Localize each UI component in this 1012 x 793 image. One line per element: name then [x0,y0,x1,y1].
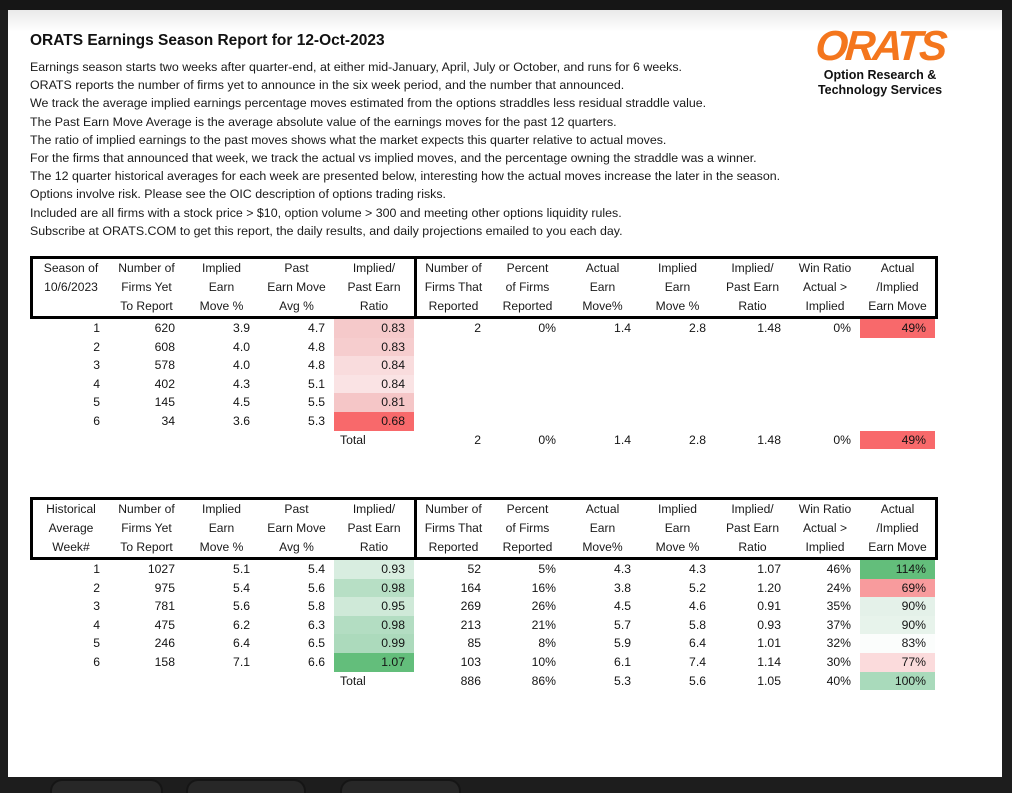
table-row [33,634,935,653]
table-row [33,338,935,357]
cell: 6.1 [614,654,631,669]
cell: 35% [826,599,851,614]
cell: 2 [474,321,481,335]
cell: Total [340,432,366,447]
cell: 7.1 [233,654,250,669]
cell: 5.6 [689,673,706,688]
cell: 46% [826,562,851,576]
cell: 4.3 [614,562,631,576]
cell [860,375,935,394]
cell: 8% [538,636,556,651]
column-header: Number of Firms That Reported [414,500,490,557]
cell [184,672,259,691]
cell: 6 [93,413,100,428]
cell: 90% [860,616,935,635]
cell: 1.05 [757,673,781,688]
cell: 620 [154,321,175,335]
cell: 4.3 [689,562,706,576]
column-header: Actual Earn Move% [582,261,623,313]
cell: 85 [467,636,481,651]
cell [640,393,715,412]
table-row [33,597,935,616]
table-row [33,653,935,672]
cell: 1 [93,562,100,576]
cell: 1.07 [757,562,781,576]
cell: 6 [93,654,100,669]
cell [565,338,640,357]
cell: 5.8 [689,617,706,632]
cell: 3 [93,358,100,373]
historical-table [30,497,938,690]
cell: 3.9 [233,321,250,335]
cell [640,375,715,394]
intro-line: We track the average implied earnings percentage moves estimated from the options straddles less residual straddle value. [30,96,707,111]
cell [565,375,640,394]
intro-line: The ratio of implied earnings to the past moves shows what the market expects this quarter relative to actual moves. [30,132,667,147]
cell: 6.4 [689,636,706,651]
column-header: Actual Earn Move% [582,502,623,554]
cell [790,375,860,394]
cell: 77% [860,653,935,672]
cell: 2.8 [689,432,706,447]
cell: 114% [860,560,935,579]
cell: 0% [833,321,851,335]
table-row [33,560,935,579]
column-header: Season of 10/6/2023 [43,261,99,294]
column-header: Number of Firms Yet To Report [118,502,175,554]
cell: 26% [531,599,556,614]
cell: 4 [93,376,100,391]
cell: 4.3 [233,376,250,391]
cell [860,356,935,375]
taskbar-button-shape [186,779,306,793]
column-header: Historical Average Week# [46,502,96,554]
cell [109,431,184,450]
cell: 4.8 [308,339,325,354]
column-header: Win Ratio Actual > Implied [798,502,852,554]
table-row [33,431,935,450]
page-title: ORATS Earnings Season Report for 12-Oct-2023 [30,32,385,49]
cell: 103 [460,654,481,669]
cell [715,412,790,431]
cell [860,412,935,431]
cell: 5.3 [308,413,325,428]
cell: 5.3 [614,673,631,688]
cell: 5.6 [233,599,250,614]
cell: 2.8 [689,321,706,335]
cell [33,431,109,450]
table-row [33,319,935,338]
cell: 0.95 [334,597,414,616]
cell [860,393,935,412]
cell: 4.7 [308,321,325,335]
season-table-header [30,256,938,319]
cell: 21% [531,617,556,632]
cell: 5.4 [308,562,325,576]
cell: 1.01 [757,636,781,651]
table-row [33,375,935,394]
cell: 86% [531,673,556,688]
cell: 69% [860,579,935,598]
cell: 1 [93,321,100,335]
cell [565,412,640,431]
column-header: Implied Earn Move % [199,261,244,313]
cell: 0.81 [334,393,414,412]
cell: 1027 [147,562,175,576]
intro-line: The Past Earn Move Average is the average absolute value of the earnings moves for the past 12 quarters. [30,114,617,129]
cell: 608 [154,339,175,354]
cell [259,672,334,691]
cell: 4.0 [233,339,250,354]
column-header: Percent of Firms Reported [502,261,553,313]
cell: 30% [826,654,851,669]
cell [715,393,790,412]
cell: 402 [154,376,175,391]
cell: 2 [93,580,100,595]
cell [490,338,565,357]
cell: 4.5 [233,395,250,410]
cell: 0.93 [757,617,781,632]
cell: 7.4 [689,654,706,669]
cell: 49% [860,319,935,338]
cell: 1.20 [757,580,781,595]
cell: 5.7 [614,617,631,632]
intro-line: Earnings season starts two weeks after quarter-end, at either mid-January, April, July or October, and runs for 6 weeks. [30,60,682,74]
cell: 49% [860,431,935,450]
table-row [33,356,935,375]
taskbar-button-shape [50,779,163,793]
table-row [33,412,935,431]
cell: 4.0 [233,358,250,373]
cell: 0.84 [334,375,414,394]
cell: 0.91 [757,599,781,614]
cell [790,412,860,431]
cell: 2 [474,432,481,447]
column-header: Number of Firms Yet To Report [118,261,175,313]
intro-line: For the firms that announced that week, we track the actual vs implied moves, and the percentage owning the straddle was a winner. [30,151,757,166]
column-header: Actual /Implied Earn Move [868,502,927,554]
orats-logo [800,24,960,98]
column-header: Implied/ Past Earn Ratio [347,261,401,313]
cell [490,412,565,431]
column-header: Implied/ Past Earn Ratio [725,261,780,313]
season-table-body [30,319,938,449]
cell: 158 [154,654,175,669]
cell: 5.1 [233,562,250,576]
table-row [33,579,935,598]
cell [790,356,860,375]
taskbar-button-shape [340,779,461,793]
intro-line: The 12 quarter historical averages for each week are presented below, interesting how the actual moves increase the later in the season. [30,169,781,184]
cell: 269 [460,599,481,614]
cell: 6.5 [308,636,325,651]
column-header: Past Earn Move Avg % [267,261,326,313]
cell [490,356,565,375]
cell [640,356,715,375]
cell: 16% [531,580,556,595]
cell: 213 [460,617,481,632]
cell [640,412,715,431]
historical-table-body [30,560,938,690]
season-table [30,256,938,449]
orats-logo-wordmark: ORATS [813,22,947,69]
column-header: Win Ratio Actual > Implied [798,261,852,313]
cell [490,375,565,394]
cell: 0% [538,321,556,335]
cell: 5.6 [308,580,325,595]
orats-logo-tagline-line2: Technology Services [817,83,943,97]
cell: 2 [93,339,100,354]
cell: 886 [460,673,481,688]
cell: 100% [860,672,935,691]
cell [715,356,790,375]
cell [565,356,640,375]
column-header: Implied Earn Move % [655,502,700,554]
cell: 5.2 [689,580,706,595]
cell [414,393,490,412]
cell [790,393,860,412]
cell: 0.84 [334,356,414,375]
cell: 5.9 [614,636,631,651]
cell: 5% [538,562,556,576]
cell: 6.2 [233,617,250,632]
intro-line: Included are all firms with a stock price > $10, option volume > 300 and meeting other options liquidity rules. [30,205,622,220]
cell [33,672,109,691]
cell [715,338,790,357]
report-page [8,10,1002,777]
cell [414,338,490,357]
cell: 10% [531,654,556,669]
cell: 32% [826,636,851,651]
cell [790,338,860,357]
cell: 1.14 [757,654,781,669]
cell: 1.4 [614,321,631,335]
cell: 246 [154,636,175,651]
orats-logo-tagline-line1: Option Research & [823,68,937,82]
cell: 0.83 [334,319,414,338]
cell: 1.48 [757,321,781,335]
cell [640,338,715,357]
cell: 5.8 [308,599,325,614]
cell [490,393,565,412]
column-header: Actual /Implied Earn Move [868,261,927,313]
cell: 475 [154,617,175,632]
cell: 5 [93,395,100,410]
column-header: Implied/ Past Earn Ratio [347,502,401,554]
cell: 1.48 [757,432,781,447]
cell: 90% [860,597,935,616]
cell [414,356,490,375]
cell: 4.5 [614,599,631,614]
cell: 3 [93,599,100,614]
cell [860,338,935,357]
cell: 5.5 [308,395,325,410]
table-row [33,616,935,635]
cell: 5.4 [233,580,250,595]
column-header: Implied/ Past Earn Ratio [725,502,780,554]
cell: 5.1 [308,376,325,391]
cell: 0.68 [334,412,414,431]
cell: 52 [467,562,481,576]
cell [259,431,334,450]
cell [565,393,640,412]
cell [184,431,259,450]
cell: 6.4 [233,636,250,651]
cell: 0.99 [334,634,414,653]
cell: 3.6 [233,413,250,428]
cell [414,412,490,431]
window-top-edge [0,0,1012,10]
column-header: Percent of Firms Reported [502,502,553,554]
cell: 37% [826,617,851,632]
cell: 781 [154,599,175,614]
cell: 6.3 [308,617,325,632]
historical-table-header [30,497,938,560]
table-row [33,672,935,691]
cell: 1.07 [334,653,414,672]
intro-line: Subscribe at ORATS.COM to get this report, the daily results, and daily projections emailed to you each day. [30,223,623,238]
column-header: Past Earn Move Avg % [267,502,326,554]
cell: 34 [161,413,175,428]
cell: 3.8 [614,580,631,595]
column-header: Number of Firms That Reported [414,259,490,316]
cell: 6.6 [308,654,325,669]
cell: 83% [860,634,935,653]
cell: 4.8 [308,358,325,373]
cell [414,375,490,394]
cell: 40% [826,673,851,688]
cell: 4.6 [689,599,706,614]
cell: 0.93 [334,560,414,579]
cell: 0% [538,432,556,447]
cell: Total [340,673,366,688]
cell: 1.4 [614,432,631,447]
cell: 578 [154,358,175,373]
cell: 5 [93,636,100,651]
cell: 975 [154,580,175,595]
column-header: Implied Earn Move % [199,502,244,554]
cell: 4 [93,617,100,632]
column-header: Implied Earn Move % [655,261,700,313]
table-row [33,393,935,412]
intro-line: ORATS reports the number of firms yet to announce in the six week period, and the number that announced. [30,78,625,93]
cell [715,375,790,394]
intro [30,58,790,240]
cell: 24% [826,580,851,595]
cell [109,672,184,691]
cell: 0.83 [334,338,414,357]
intro-line: Options involve risk. Please see the OIC description of options trading risks. [30,187,446,202]
cell: 0.98 [334,579,414,598]
cell: 0% [833,432,851,447]
cell: 0.98 [334,616,414,635]
cell: 164 [460,580,481,595]
taskbar-strip [0,777,1012,789]
cell: 145 [154,395,175,410]
